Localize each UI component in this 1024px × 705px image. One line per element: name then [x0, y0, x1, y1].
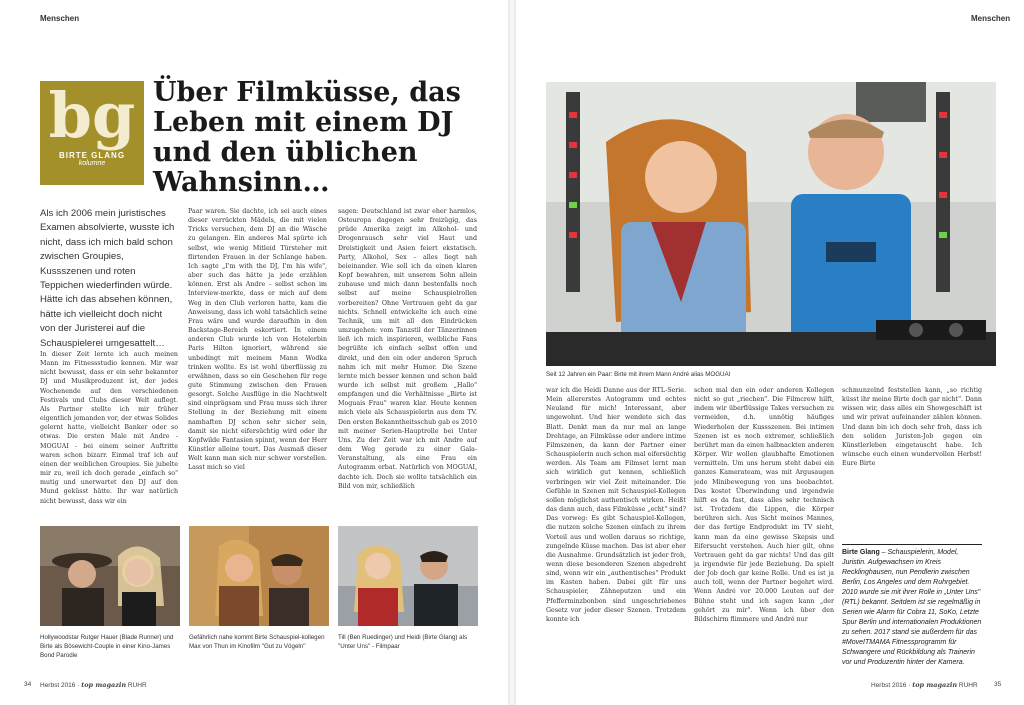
photo-caption: Gefährlich nahe kommt Birte Schauspiel-kollegen Max von Thun im Kinofilm "Gut zu Vögeln"	[189, 634, 325, 650]
text-column-3	[842, 386, 982, 532]
text-column-2	[694, 386, 834, 674]
bio-text: – Schauspielerin, Model, Juristin. Aufgewachsen im Kreis Recklinghausen, nun Pendlerin zwischen Berlin, Los Angeles und dem Ruhrgebiet. 2010 wurde sie mit ihrer Rolle in „Unter Uns" (RTL) bekannt. Seitdem ist sie regelmäßig in Serien wie Alarm für Cobra 11, SoKo, Letzte Spur Berlin und internationalen Produktionen zu sehen. 2017 stand sie außerdem für das #MoveITMAMA Fitnessprogramm für Schwangere und Rückbildung als Trainerin vor und Produzentin hinter der Kamera.	[842, 549, 982, 666]
logo-name: BIRTE GLANG	[58, 151, 126, 160]
text-column-1	[40, 350, 178, 516]
footer-brand: top magazin	[81, 681, 127, 689]
page-number: 35	[994, 681, 1002, 688]
author-bio	[842, 544, 982, 668]
bio-name: Birte Glang	[842, 549, 880, 556]
photo-hauer	[40, 526, 180, 626]
article-headline: Über Filmküsse, das Leben mit einem DJ und den üblichen Wahnsinn…	[153, 77, 461, 198]
text-column-1	[546, 386, 686, 674]
text-paragraph: schon mal den ein oder anderen Kollegen nicht so gut „riechen". Die Filmcrew hilft, indem wir überflüssige Takes versuchen zu vermeiden, d.h. unnötig häufiges Wiederholen der Kussszenen. Bei intimen Szenen ist es noch extremer, schließlich berührt man da einen halbnackten anderen Körper. Wir wollen glaubhafte Emotionen vermitteln. Um uns herum steht dabei ein ganzes Kamerateam, was mit Argusaugen jede Minibewegung von uns beobachtet. Das kostet Überwindung und irgendwie hilft es da fast, dass alles sehr technisch ist. Trotzdem die Lippen, die Körper berühren sich. Aus Sicht meines Mannes, der das fertige Endprodukt im TV sieht, kann man da eine gewisse Skepsis und Eifersucht verstehen. Auch hier gilt, ohne Vertrauen geht da gar nichts! Und das gilt ja irgendwie für jede Beziehung. Da spielt der Job doch gar keine Rolle. Und es ist ja auch toll, wenn der Partner begehrt wird. Wenn André vor 20.000 Leuten auf der Bühne steht und ich sagen kann „der gehört zu mir". Wenn ich über den Bildschirm flimmere und André nur	[694, 387, 834, 623]
text-paragraph: war ich die Heidi Danne aus der RTL-Serie. Mein allererstes Autogramm und echtes Neuland für mich! Interessant, aber ungewohnt. Und hier wendete sich das Blatt. Denkt man da nur mal an lange Drehtage, an Filmküsse oder andere intime Filmszenen, da kann der Partner einer Schauspielerin auch schon mal eifersüchtig werden. Als Team am Filmset lernt man sich wirklich gut kennen, schließlich verbringen wir viel Zeit miteinander. Die Gefühle in Szenen mit Schauspiel-Kollegen sollen möglichst authentisch wirken. Heißt das dann auch, dass Filmküsse „echt" sind? Das vorweg: Es gibt Schauspiel-Kollegen, die nutzen solche Szenen einfach zu ihrem Vorteil aus und wollen daraus so richtige, zungelnde Küsse machen. Das ist aber eher die Ausnahme. Grundsätzlich ist jeder froh, wenn diese besonderen Szenen abgedreht sind, wenn wir ein „authentisches" Produkt im Kasten haben. Dabei gilt für uns Schauspieler, Zähneputzen und ein Pfefferminzbonbon sind ungeschriebenes Gesetz vor jeder dieser Szenen. Trotzdem konnte ich	[546, 387, 686, 623]
main-photo-caption: Seit 12 Jahren ein Paar: Birte mit ihrem Mann André alias MOGUAI	[546, 371, 731, 378]
text-paragraph: schmunzelnd feststellen kann, „so richtig küsst ihr meine Birte doch gar nicht". Dann wissen wir, dass alles ein Showgeschäft ist und wir privat aufeinander zählen können. Und dann bin ich doch sehr froh, dass ich den soliden Juristen-Job gegen ein Künstlerleben eingetauscht habe. Ich wünsche euch einen wundervollen Herbst! Eure Birte	[842, 387, 982, 468]
text-column-3	[338, 207, 477, 516]
section-label: Menschen	[971, 14, 1011, 23]
article-intro: Als ich 2006 mein juristisches Examen absolvierte, wusste ich nicht, dass ich mich bald schon zwischen Groupies, Kussszenen und roten Teppichen wiederfinden würde. Hätte ich das absehen können, hätte ich vielleicht doch nicht von der Juristerei auf die Schauspielerei umgesattelt…	[40, 208, 175, 349]
left-page	[0, 0, 508, 705]
text-column-2	[188, 207, 327, 516]
page-gutter	[508, 0, 516, 705]
text-paragraph: Paar waren. Sie dachte, ich sei auch eines dieser verrückten Mädels, die mit vielen Tricks versuchen, dem DJ an die Wäsche zu gelangen. Ein anderes Mal spürte ich selbst, wie wenig Mitleid Türsteher mit flirtenden Frauen in der Schlange haben. Ich sagte „I'm with the DJ, I'm his wife", aber such das hätte ja jede erzählen können. Erst als Andre – selbst schon im Interview-merkte, dass er mich auf dem Weg in den Club verloren hatte, kam die Anweisung, dass ich wohl tatsächlich seine Frau wäre und wurde daraufhin in den Backstage-Bereich eskortiert. In einem anderen Club wurde ich von Hotelerbin Paris Hilton ignoriert, während sie unbedingt mit meinem Mann Wodka trinken wollte. Es ist wohl überflüssig zu erwähnen, dass so ein Geschehen für rege gute Stimmung zwischen den Frauen gesorgt. Solche Ausflüge in die Nachtwelt sind einprägsam und Frau muss sich ihrer Stellung in der Beziehung mit einem namhaften DJ schon sehr sicher sein, damit sie nicht eifersüchtig wird oder ihr Kopfwilde Fantasien spinnt, wenn der Herr Künstler alleine tourt. Das Ausmaß dieser Welt kann man sich nur schwer vorstellen. Lasst mich so viel	[188, 208, 327, 472]
photo-unter-uns	[338, 526, 478, 626]
section-label: Menschen	[40, 14, 80, 23]
footer	[40, 681, 147, 689]
footer-city: RUHR	[958, 682, 978, 689]
text-paragraph: In dieser Zeit lernte ich auch meinen Mann im Fitnessstudio kennen. Mir war nicht bewusst, dass er ein sehr bekannter DJ und Musikproduzent ist, der jedes Wochenende auf den verschiedenen Festivals und Clubs dieser Welt auflegt. Als Partner stellte ich mir früher eigentlich jemanden vor, der etwas Solides gelernt hatte, vielleicht Banker oder so etwas. Die ersten Male mit Andre - MOGUAI - bei einem seiner Auftritte waren schon bizarr. Einmal traf ich auf einen der weiblichen Groupies. Sie jubelte mir zu, weil ich doch gerade „einfach so" mutig und unerwartet den DJ auf den Mund geküsst hätte. Ihr war natürlich nicht bewusst, dass wir ein	[40, 351, 178, 505]
footer-season: Herbst 2016 ·	[871, 682, 911, 689]
main-photo	[546, 82, 996, 366]
column-logo	[40, 81, 144, 185]
logo-monogram: bg	[48, 79, 136, 152]
photo-von-thun	[189, 526, 329, 626]
photo-caption: Till (Ben Ruedinger) und Heidi (Birte Glang) als "Unter Uns" - Filmpaar	[338, 634, 468, 650]
footer-brand: top magazin	[912, 681, 958, 689]
photo-caption: Hollywoodstar Rutger Hauer (Blade Runner) und Birte als Bösewicht-Couple in einer Kino-James Bond Parodie	[40, 634, 174, 659]
footer-season: Herbst 2016 ·	[40, 682, 80, 689]
footer	[871, 681, 978, 689]
logo-subtitle: kolumne	[78, 160, 106, 167]
footer-city: RUHR	[127, 682, 147, 689]
text-paragraph: sagen: Deutschland ist zwar eher harmlos, Osteuropa dagegen sehr freizügig, das prüde Amerika zeigt im Alkohol- und Drogenrausch sehr viel Haut und Dreistigkeit und Asien feiert ekstatisch. Party, Alkohol, Sex – alles liegt nah beieinander. Wie soll ich da einen klaren Kopf bewahren, mit unserem Sohn allein zuhause und mich dann bestenfalls noch selbst auf meine Schauspielrollen vorbereiten? Ohne Vertrauen geht da gar nichts. Schnell entwickelte ich auch eine Technik, um mit all den Eindrücken umzugehen: vom Tanzstil der Tänzerinnen ließ ich mich inspirieren, weibliche Fans begrüßte ich einfach selbst offen und direkt, und den ein oder anderen Spruch nahm ich mit mehr Humor. Die Szene lernte mich besser kennen und schon bald wurde ich selbst mit großem „Hallo" empfangen und die Verhältnisse „Birte ist Moguais Frau" waren klar. Heute kennen mich viele als Schauspielerin aus dem TV. Den ersten Bekanntheitsschub gab es 2010 mit meiner Serien-Hauptrolle bei Unter Uns. Zu der Zeit war ich mit Andre auf dem Weg gerade zu einer Gala-Veranstaltung, als eine Frau ein Autogramm erbat. Natürlich von MOGUAI, dachte ich. Doch sie wollte tatsächlich ein Bild von mir, schließlich	[338, 208, 477, 490]
page-number: 34	[24, 681, 32, 688]
